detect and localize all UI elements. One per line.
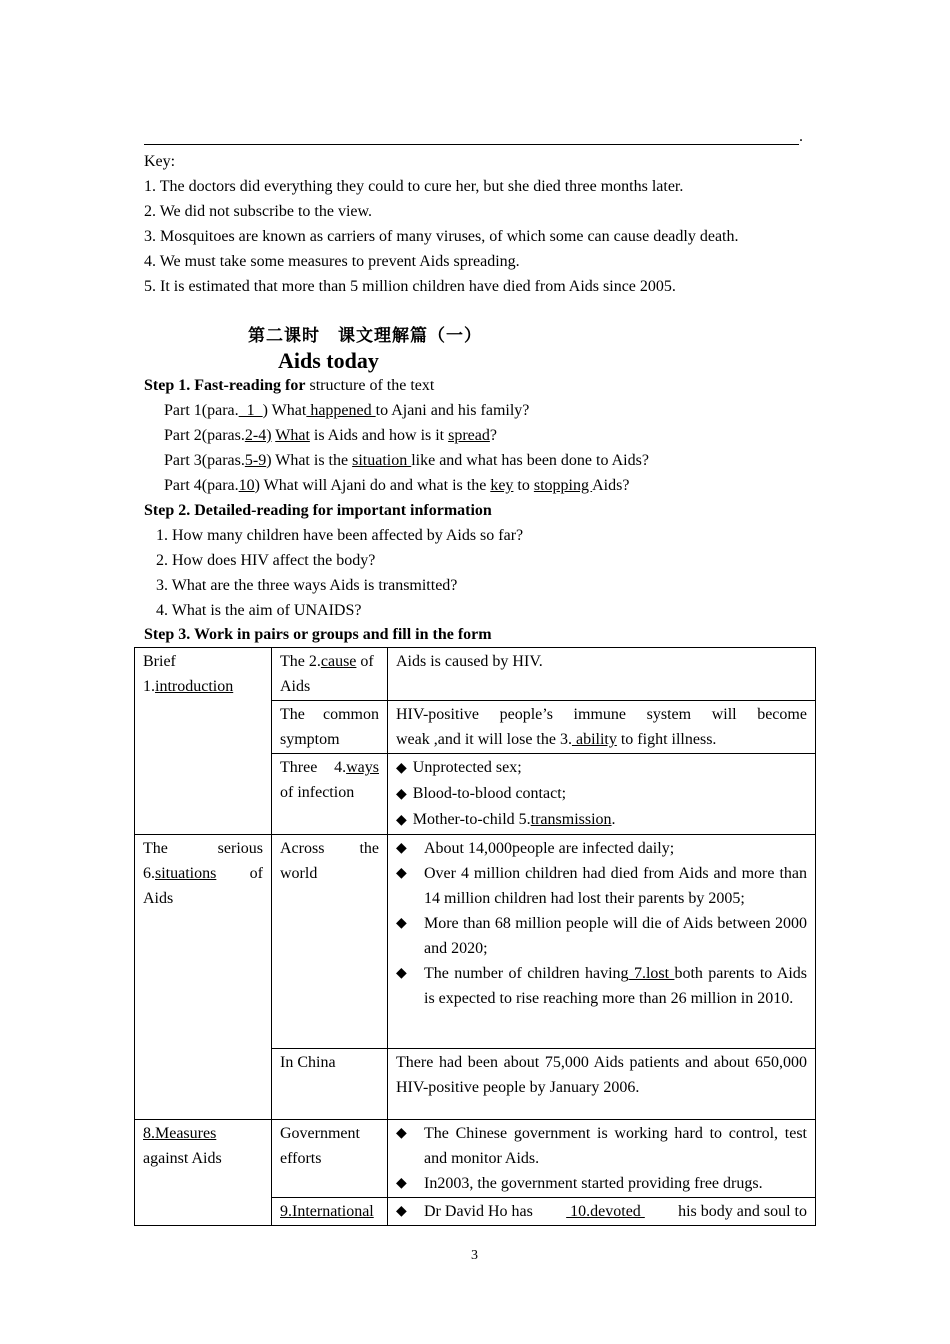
brief-introduction-cell xyxy=(135,648,272,835)
symptom-value-text-a: weak ,and it will lose the 3. xyxy=(396,731,572,748)
world-label-line xyxy=(280,836,379,861)
symptom-word-2: people’s xyxy=(499,706,553,723)
key-answer-3: 3. Mosquitoes are known as carriers of many viruses, of which some can cause deadly death. xyxy=(144,228,739,245)
way-2: Blood-to-blood contact; xyxy=(412,785,567,802)
measures-cell xyxy=(135,1120,272,1226)
situations-serious: serious xyxy=(217,840,263,857)
symptom-word-6: become xyxy=(757,706,807,723)
step1-heading-rest: structure of the text xyxy=(305,377,435,394)
lost-answer: 7.lost xyxy=(628,965,675,982)
situations-line-2 xyxy=(143,861,263,886)
cause-label-aids: Aids xyxy=(280,678,311,695)
symptom-label-common: common xyxy=(323,706,379,723)
key-answer-2: 2. We did not subscribe to the view. xyxy=(144,203,373,220)
brief-intro-answer: introduction xyxy=(155,678,234,695)
situations-num: 6. xyxy=(143,865,155,882)
world-label-cell xyxy=(272,835,388,1049)
ways-label-of-infection: of infection xyxy=(280,784,355,801)
symptom-ability-answer: ability xyxy=(571,731,617,748)
ways-label-three: Three xyxy=(280,759,318,776)
world-fact-4-text-a: The number of children having xyxy=(424,965,629,982)
part-1-word-blank: happened xyxy=(306,402,376,419)
table-row xyxy=(135,835,816,1049)
part-2 xyxy=(164,423,497,448)
symptom-label-the: The xyxy=(280,706,305,723)
lesson-title-en: Aids today xyxy=(278,348,379,373)
china-label-cell: In China xyxy=(272,1049,388,1120)
part-3 xyxy=(164,448,649,473)
symptom-word-3: immune xyxy=(573,706,626,723)
part-2-word-blank-2: spread xyxy=(448,427,490,444)
symptom-value-line-1 xyxy=(396,702,807,727)
blank-end-mark: . xyxy=(799,128,803,145)
key-answer-1: 1. The doctors did everything they could to cure her, but she died three months later. xyxy=(144,178,684,195)
part-4-para-blank: 10 xyxy=(238,477,255,494)
government-label-cell xyxy=(272,1120,388,1198)
world-list xyxy=(396,836,807,1011)
government-value-cell xyxy=(388,1120,816,1198)
step2-question-3: 3. What are the three ways Aids is transmitted? xyxy=(156,577,458,594)
world-label-world: world xyxy=(280,865,318,882)
part-4-text-d: Aids? xyxy=(592,477,630,494)
international-value-cell xyxy=(388,1198,816,1226)
ways-label-number xyxy=(334,755,379,780)
world-fact-3: More than 68 million people will die of Aids between 2000 and 2020; xyxy=(424,915,807,957)
situations-line-1 xyxy=(143,836,263,861)
part-4-word-blank-1: key xyxy=(490,477,514,494)
part-3-word-blank: situation xyxy=(352,452,412,469)
part-2-para-blank: 2-4) xyxy=(244,427,272,444)
part-4-text-c: to xyxy=(513,477,534,494)
key-label: Key: xyxy=(144,153,176,170)
part-2-text-a: Part 2(paras. xyxy=(164,427,245,444)
world-fact-4-text-b: both parents to Aids is expected to rise reaching more than 26 million in 2010. xyxy=(424,965,808,1007)
way-3-end: . xyxy=(611,811,616,828)
situations-cell xyxy=(135,835,272,1120)
step2-question-1: 1. How many children have been affected by Aids so far? xyxy=(156,527,524,544)
step2-question-2: 2. How does HIV affect the body? xyxy=(156,552,376,569)
part-1-text-c: to Ajani and his family? xyxy=(375,402,530,419)
list-item xyxy=(396,1171,807,1196)
part-2-text-d: ? xyxy=(489,427,497,444)
ways-label-line xyxy=(280,755,379,780)
step1-heading-bold: Step 1. Fast-reading for xyxy=(144,377,306,394)
list-item xyxy=(396,807,807,833)
cause-label-of: of xyxy=(356,653,374,670)
transmission-answer: transmission xyxy=(530,811,612,828)
diamond-bullet-icon: ◆ xyxy=(396,865,407,881)
part-1-para-blank: 1 xyxy=(238,402,263,419)
situations-number xyxy=(143,861,216,886)
ways-number: 4. xyxy=(334,759,347,776)
brief-number: 1. xyxy=(143,678,155,695)
part-3-text-c: like and what has been done to Aids? xyxy=(411,452,649,469)
cause-label-line xyxy=(280,649,379,674)
table-row xyxy=(135,1120,816,1198)
government-label: Government xyxy=(280,1125,360,1142)
international-label-cell xyxy=(272,1198,388,1226)
part-4-text-a: Part 4(para. xyxy=(164,477,239,494)
list-item xyxy=(396,755,807,781)
list-item xyxy=(396,911,807,961)
efforts-label: efforts xyxy=(280,1150,322,1167)
page-number: 3 xyxy=(471,1248,478,1263)
part-2-word-blank-1: What xyxy=(275,427,310,444)
measures-against-aids: against Aids xyxy=(143,1150,222,1167)
world-fact-1: About 14,000people are infected daily; xyxy=(424,840,675,857)
list-item xyxy=(396,1199,807,1224)
diamond-bullet-icon: ◆ xyxy=(396,1125,407,1141)
list-item xyxy=(396,861,807,911)
china-value-cell: There had been about 75,000 Aids patients and about 650,000 HIV-positive people by January 2006. xyxy=(388,1049,816,1120)
cause-label-cell xyxy=(272,648,388,701)
part-3-text-b: ) What is the xyxy=(266,452,353,469)
symptom-value-cell xyxy=(388,701,816,754)
step1-heading xyxy=(144,373,434,398)
symptom-value-line-2 xyxy=(396,727,807,752)
symptom-word-5: will xyxy=(711,706,737,723)
diamond-bullet-icon: ◆ xyxy=(396,840,407,856)
diamond-bullet-icon: ◆ xyxy=(396,1175,407,1191)
international-line xyxy=(424,1199,807,1224)
step2-question-4: 4. What is the aim of UNAIDS? xyxy=(156,602,362,619)
symptom-label-cell xyxy=(272,701,388,754)
part-2-text-c: is Aids and how is it xyxy=(309,427,449,444)
way-1: Unprotected sex; xyxy=(412,759,522,776)
world-label-across: Across xyxy=(280,840,325,857)
international-text-a: Dr David Ho has xyxy=(424,1203,533,1220)
ways-label-cell xyxy=(272,754,388,835)
government-list xyxy=(396,1121,807,1196)
world-fact-2: Over 4 million children had died from Aids and more than 14 million children had lost their parents by 2005; xyxy=(424,865,807,907)
symptom-value-text-b: to fight illness. xyxy=(616,731,717,748)
international-text-b: his body and soul to xyxy=(678,1203,807,1220)
cause-answer: cause xyxy=(320,653,357,670)
symptom-word-1: HIV-positive xyxy=(396,706,479,723)
symptom-word-4: system xyxy=(646,706,692,723)
answer-blank-line xyxy=(144,126,799,145)
part-1-text-a: Part 1(para. xyxy=(164,402,239,419)
situations-aids: Aids xyxy=(143,890,174,907)
cause-label-text: The 2. xyxy=(280,653,321,670)
part-3-text-a: Part 3(paras. xyxy=(164,452,245,469)
government-effort-1: The Chinese government is working hard to control, test and monitor Aids. xyxy=(424,1125,807,1167)
world-label-the: the xyxy=(359,840,379,857)
diamond-bullet-icon: ◆ xyxy=(396,786,407,802)
ways-value-cell xyxy=(388,754,816,835)
step2-heading: Step 2. Detailed-reading for important information xyxy=(144,502,492,519)
part-4-text-b: ) What will Ajani do and what is the xyxy=(254,477,491,494)
measures-line-1 xyxy=(143,1121,263,1146)
list-item xyxy=(396,836,807,861)
lesson-title-cn: 第二课时 课文理解篇（一） xyxy=(248,326,482,346)
part-3-para-blank: 5-9 xyxy=(244,452,267,469)
key-answer-5: 5. It is estimated that more than 5 million children have died from Aids since 2005. xyxy=(144,278,676,295)
diamond-bullet-icon: ◆ xyxy=(396,1203,407,1219)
symptom-label-line xyxy=(280,702,379,727)
way-3-text: Mother-to-child 5. xyxy=(412,811,531,828)
list-item xyxy=(396,781,807,807)
measures-answer: 8.Measures xyxy=(143,1125,217,1142)
list-item xyxy=(396,1121,807,1171)
key-answer-4: 4. We must take some measures to prevent Aids spreading. xyxy=(144,253,520,270)
government-effort-2: In2003, the government started providing free drugs. xyxy=(424,1175,763,1192)
devoted-answer: 10.devoted xyxy=(566,1203,645,1220)
situations-answer: situations xyxy=(155,865,217,882)
part-1 xyxy=(164,398,529,423)
diamond-bullet-icon: ◆ xyxy=(396,915,407,931)
diamond-bullet-icon: ◆ xyxy=(396,760,407,776)
table-row xyxy=(135,648,816,701)
aids-form-table xyxy=(134,647,816,1226)
diamond-bullet-icon: ◆ xyxy=(396,812,407,828)
world-value-cell xyxy=(388,835,816,1049)
situations-of: of xyxy=(249,865,263,882)
situations-the: The xyxy=(143,840,168,857)
part-4-word-blank-2: stopping xyxy=(533,477,593,494)
part-1-text-b: ) What xyxy=(262,402,307,419)
part-4 xyxy=(164,473,629,498)
international-list xyxy=(396,1199,807,1224)
symptom-label-symptom: symptom xyxy=(280,731,340,748)
list-item xyxy=(396,961,807,1011)
diamond-bullet-icon: ◆ xyxy=(396,965,407,981)
cause-value-cell: Aids is caused by HIV. xyxy=(388,648,816,701)
brief-intro-line xyxy=(143,674,263,699)
international-answer: 9.International xyxy=(280,1203,374,1220)
ways-answer: ways xyxy=(346,759,379,776)
step3-heading: Step 3. Work in pairs or groups and fill in the form xyxy=(144,626,492,643)
brief-label: Brief xyxy=(143,653,176,670)
